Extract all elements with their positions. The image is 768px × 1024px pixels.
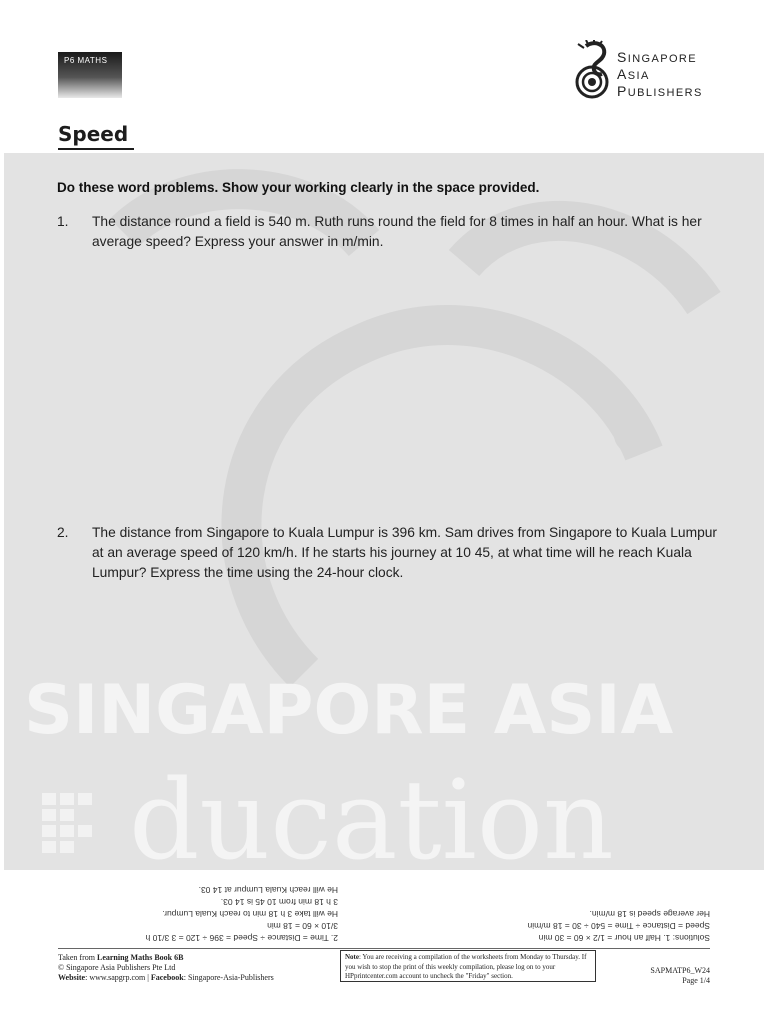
question-number: 1.: [57, 214, 69, 229]
solutions-q1: Solutions: 1. Half an hour = 1/2 × 60 = 30 min Speed = Distance ÷ Time = 540 ÷ 30 = 18 m/min Her average speed is 18 m/min.: [527, 909, 710, 943]
solutions-upside-down: [0, 870, 768, 948]
question-2: [57, 523, 717, 583]
question-1: [57, 212, 717, 252]
publisher-name: SINGAPORE ASIA PUBLISHERS: [617, 49, 703, 99]
watermark-line2: ducation: [129, 756, 614, 870]
footer-page-info: [600, 966, 710, 986]
seahorse-logo-icon: [572, 40, 616, 102]
footer-source: Taken from Learning Maths Book 6B © Singapore Asia Publishers Pte Ltd Website: www.sapgrp.com | Facebook: Singapore-Asia-Publishers: [58, 953, 274, 982]
instruction: Do these word problems. Show your working clearly in the space provided.: [57, 180, 540, 195]
question-text: The distance from Singapore to Kuala Lumpur is 396 km. Sam drives from Singapore to Kuala Lumpur at an average speed of 120 km/h. If he starts his journey at 10 45, at what time will he reach Kuala Lumpur? Express the time using the 24-hour clock.: [92, 525, 718, 580]
solutions-q2: 2. Time = Distance ÷ Speed = 396 ÷ 120 = 3 3/10 h 3/10 × 60 = 18 min He will take 3 h 18 min to reach Kuala Lumpur. 3 h 18 min from 10 45 is 14 03. He will reach Kuala Lumpur at 14 03.: [145, 885, 338, 943]
footer-divider: [58, 948, 710, 949]
website-link[interactable]: : www.sapgrp.com: [85, 973, 146, 982]
publisher-logo: [572, 40, 732, 104]
question-text: The distance round a field is 540 m. Ruth runs round the field for 8 times in half an hour. What is her average speed? Express your answer in m/min.: [92, 214, 702, 249]
title-underline: [58, 148, 134, 150]
worksheet-code: SAPMATP6_W24: [650, 966, 710, 975]
page-title: Speed: [58, 122, 129, 146]
page-number: Page 1/4: [682, 976, 710, 985]
question-number: 2.: [57, 525, 69, 540]
watermark-graphic: [4, 153, 764, 870]
facebook-link[interactable]: : Singapore-Asia-Publishers: [183, 973, 274, 982]
worksheet-panel: [4, 153, 764, 870]
subject-tag-label: P6 MATHS: [64, 56, 108, 65]
footer-note: Note: You are receiving a compilation of the worksheets from Monday to Thursday. If you wish to stop the print of this weekly compilation, please log on to your HPprintcenter.com account to uncheck the "Friday" section.: [340, 950, 596, 982]
watermark-line1: SINGAPORE ASIA: [24, 671, 674, 750]
subject-tag: [58, 52, 122, 98]
